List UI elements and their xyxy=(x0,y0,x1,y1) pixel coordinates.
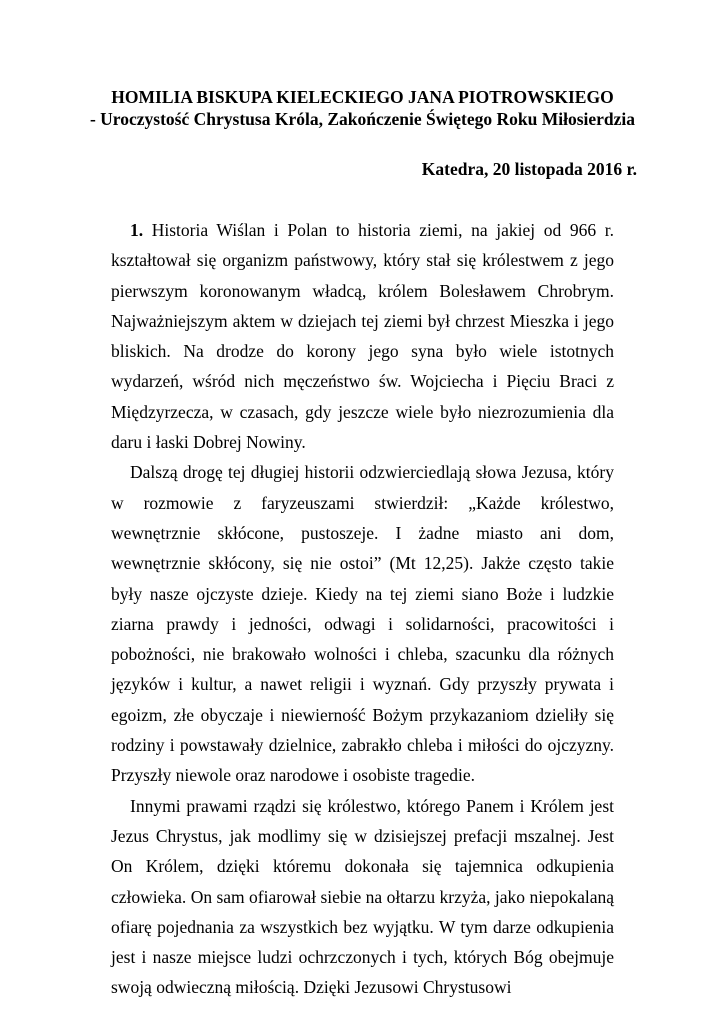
title-line-1: HOMILIA BISKUPA KIELECKIEGO JANA PIOTROWSKIEGO xyxy=(111,87,614,107)
section-number: 1. xyxy=(130,220,144,240)
paragraph-1-text: Historia Wiślan i Polan to historia ziemi, na jakiej od 966 r. kształtował się organizm państwowy, który stał się królestwem z jego pierwszym koronowanym władcą, królem Bolesławem Chrobrym. Najważniejszym aktem w dziejach tej ziemi był chrzest Mieszka i jego bliskich. Na drodze do korony jego syna było wiele istotnych wydarzeń, wśród nich męczeństwo św. Wojciecha i Pięciu Braci z Międzyrzecza, w czasach, gdy jeszcze wiele było niezrozumienia dla daru i łaski Dobrej Nowiny. xyxy=(111,220,614,453)
homily-title xyxy=(60,86,665,130)
paragraph-2: Dalszą drogę tej długiej historii odzwierciedlają słowa Jezusa, który w rozmowie z faryzeuszami stwierdził: „Każde królestwo, wewnętrznie skłócone, pustoszeje. I żadne miasto ani dom, wewnętrznie skłócony, się nie ostoi” (Mt 12,25). Jakże często takie były nasze ojczyste dzieje. Kiedy na tej ziemi siano Boże i ludzkie ziarna prawdy i jedności, odwagi i solidarności, pracowitości i pobożności, nie brakowało wolności i chleba, szacunku dla różnych języków i kultur, a nawet religii i wyznań. Gdy przyszły prywata i egoizm, złe obyczaje i niewierność Bożym przykazaniom dzieliły się rodziny i powstawały dzielnice, zabrakło chleba i miłości do ojczyzny. Przyszły niewole oraz narodowe i osobiste tragedie. xyxy=(111,462,614,786)
paragraph-1 xyxy=(111,215,614,457)
paragraph-3: Innymi prawami rządzi się królestwo, którego Panem i Królem jest Jezus Chrystus, jak modlimy się w dzisiejszej prefacji mszalnej. Jest On Królem, dzięki któremu dokonała się tajemnica odkupienia człowieka. On sam ofiarował siebie na ołtarzu krzyża, jako niepokalaną ofiarę pojednania za wszystkich bez wyjątku. W tym darze odkupienia jest i nasze miejsce ludzi ochrzczonych i tych, których Bóg obejmuje swoją odwieczną miłością. Dzięki Jezusowi Chrystusowi xyxy=(111,795,614,998)
place-date: Katedra, 20 listopada 2016 r. xyxy=(421,159,637,179)
homily-body xyxy=(111,215,614,1003)
title-line-2: - Uroczystość Chrystusa Króla, Zakończenie Świętego Roku Miłosierdzia xyxy=(89,109,636,129)
